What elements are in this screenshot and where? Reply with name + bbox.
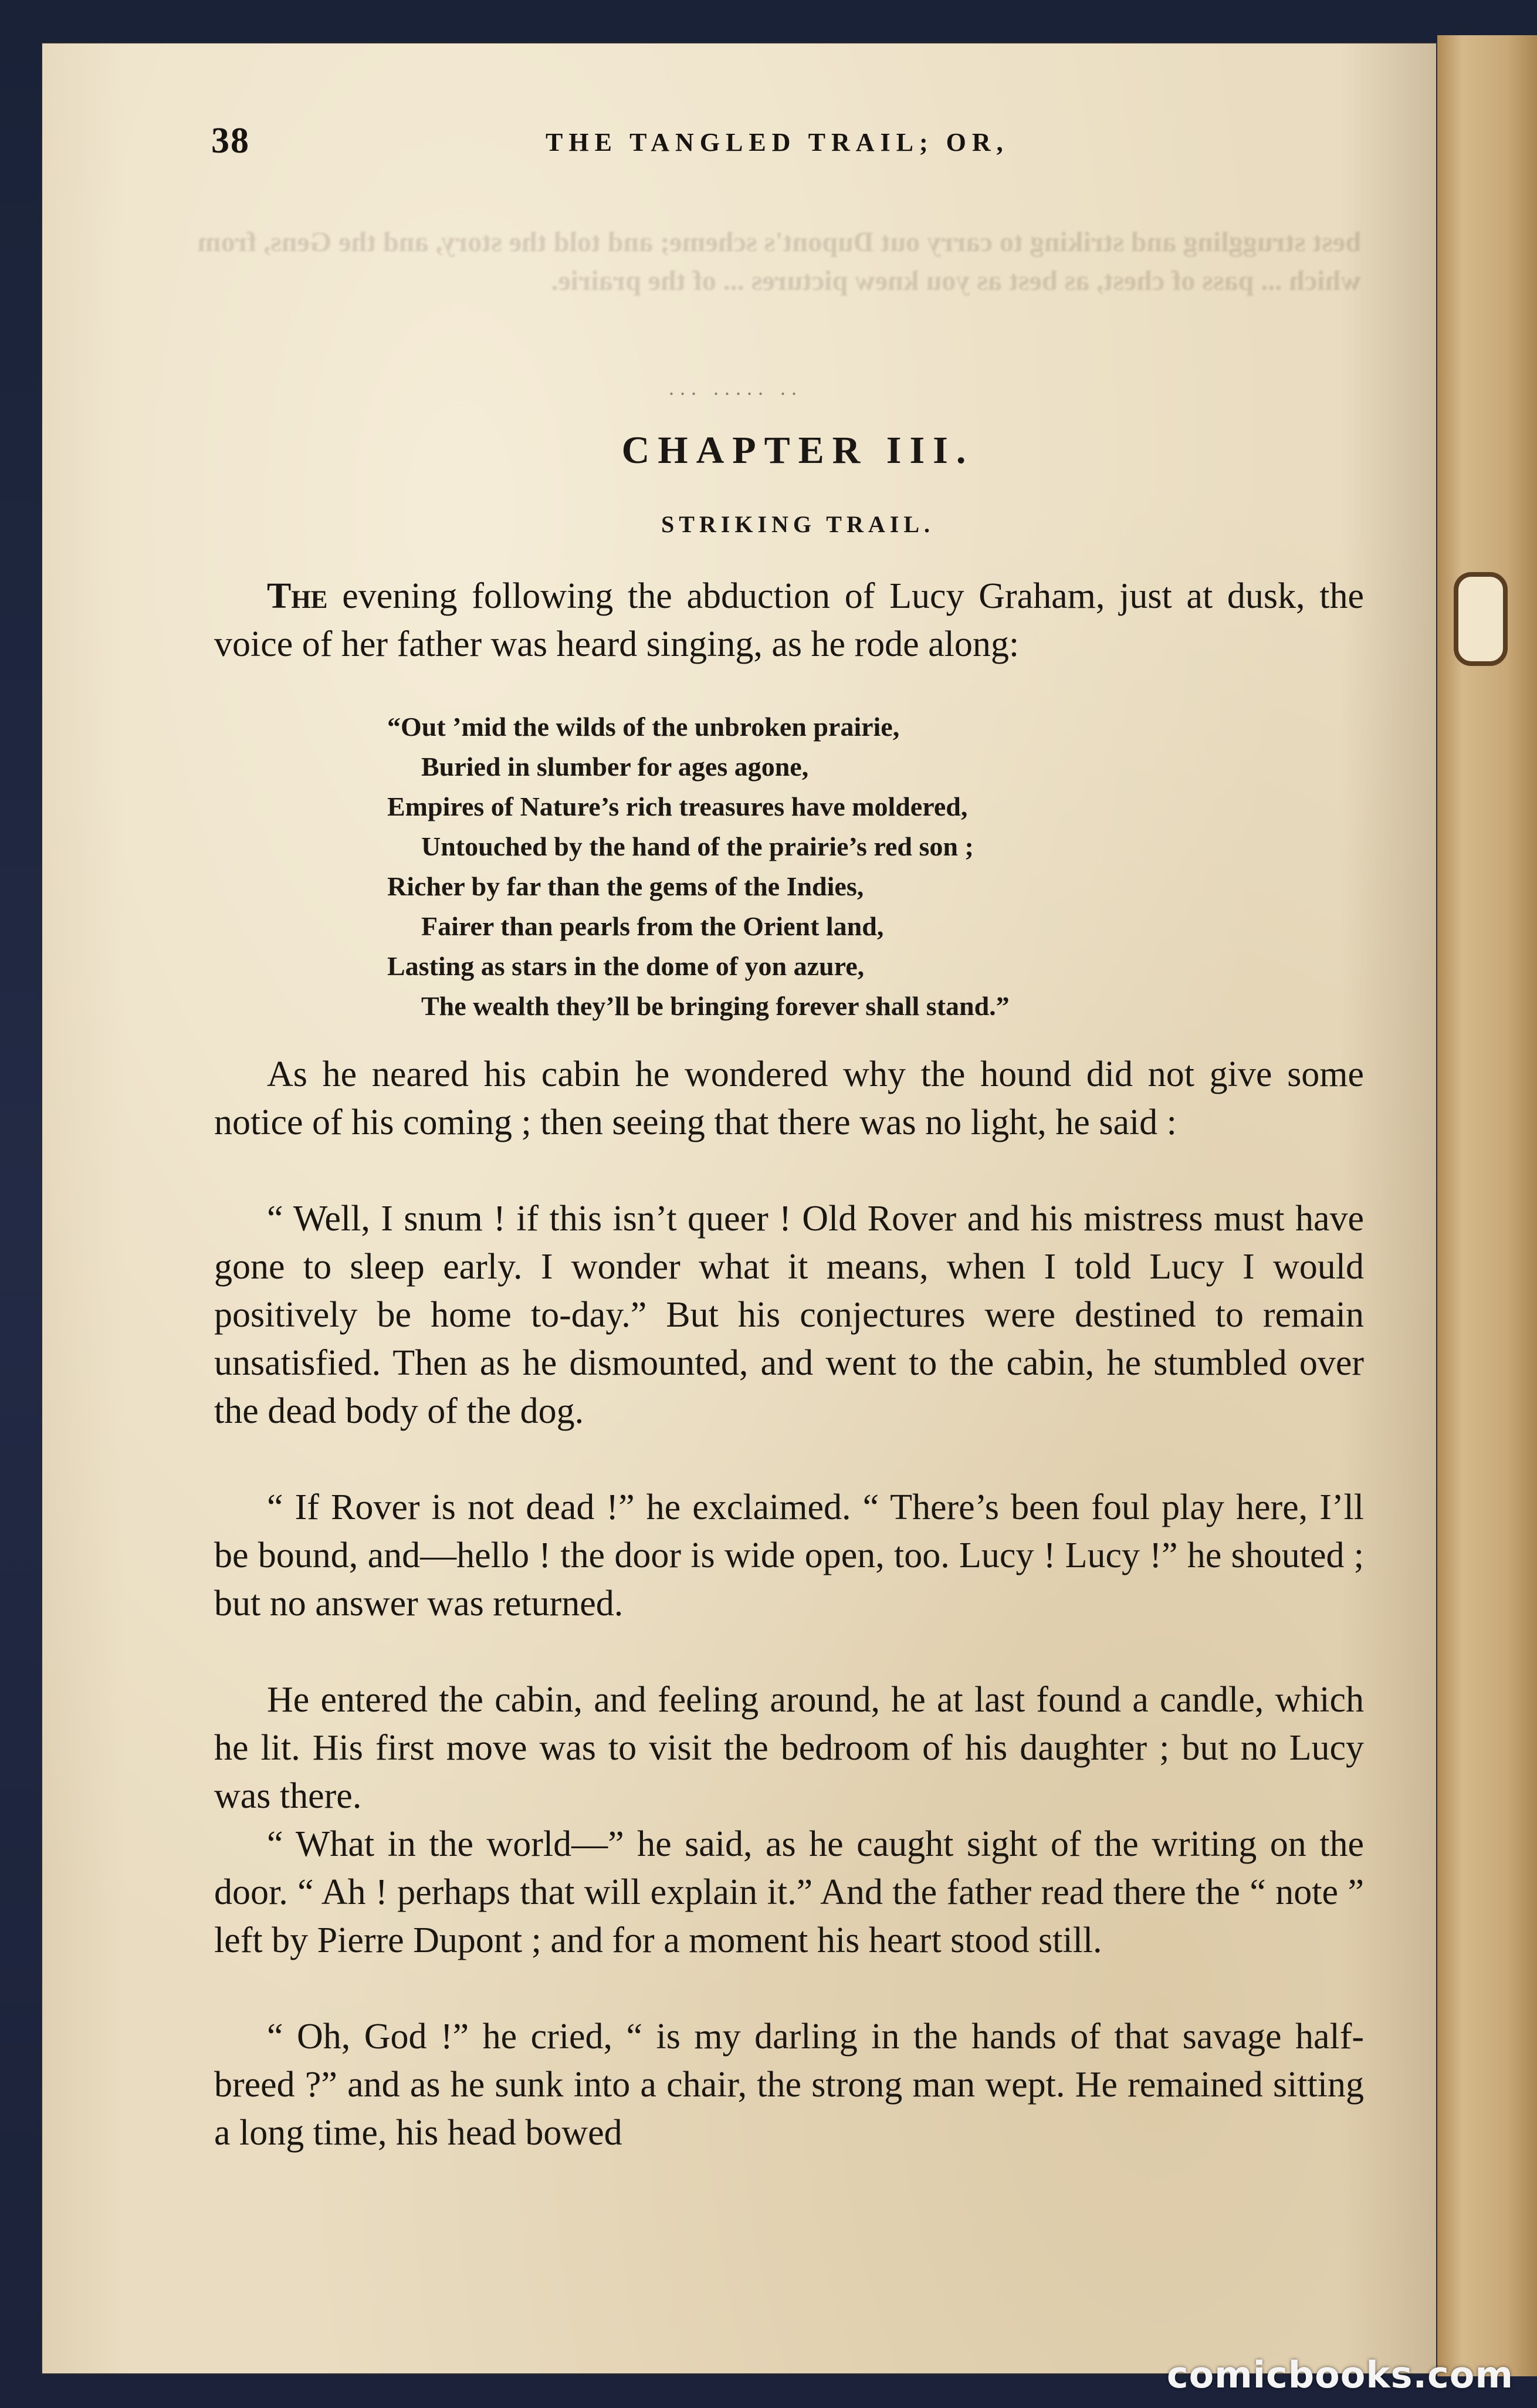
running-head xyxy=(211,120,1355,167)
paragraph: “ Well, I snum ! if this isn’t queer ! Old Rover and his mistress must have gone to sleep early. I wonder what it means, when I told Lucy I would positively be home to-day.” But his conjectures were destined to remain unsatisfied. Then as he dismounted, and went to the cabin, he stumbled over the dead body of the dog. xyxy=(214,1199,1364,1431)
chapter-subtitle: STRIKING TRAIL. xyxy=(661,511,935,537)
paragraph: “ Oh, God !” he cried, “ is my darling in the hands of that savage half-breed ?” and as he sunk into a chair, the strong man wept. He remained sitting a long time, his head bowed xyxy=(214,2017,1364,2153)
poem-line: Buried in slumber for ages agone, xyxy=(421,752,809,782)
poem-line: Richer by far than the gems of the Indies, xyxy=(387,871,864,901)
opening-paragraph-text: evening following the abduction of Lucy Graham, just at dusk, the voice of her father was heard singing, as he rode along: xyxy=(214,576,1365,664)
running-title: THE TANGLED TRAIL; OR, xyxy=(546,128,1009,157)
bleed-through-text: best struggling and striking to carry out Dupont's scheme; and told the story, and the Gens, from which ... pass of chest, as best as you knew pictures ... of the prairie. xyxy=(197,226,1361,296)
poem xyxy=(387,707,1302,1026)
poem-line: Empires of Nature’s rich treasures have moldered, xyxy=(387,792,968,821)
page-number: 38 xyxy=(211,121,250,161)
poem-line: The wealth they’ll be bringing forever shall stand.” xyxy=(421,991,1010,1021)
poem-line: Untouched by the hand of the prairie’s red son ; xyxy=(421,831,974,861)
page-tab xyxy=(1454,572,1508,666)
ornament: ... ..... .. xyxy=(669,376,803,400)
poem-line: Fairer than pearls from the Orient land, xyxy=(421,911,884,941)
poem-line: Lasting as stars in the dome of yon azure, xyxy=(387,951,865,981)
chapter-title: CHAPTER III. xyxy=(621,429,974,472)
paragraph: “ If Rover is not dead !” he exclaimed. “ There’s been foul play here, I’ll be bound, and—hello ! the door is wide open, too. Lucy ! Lucy !” he shouted ; but no answer was returned. xyxy=(214,1487,1364,1624)
opening-paragraph xyxy=(214,572,1364,668)
paragraph: “ What in the world—” he said, as he caught sight of the writing on the door. “ Ah ! perhaps that will explain it.” And the father read there the “ note ” left by Pierre Dupont ; and for a moment his heart stood still. xyxy=(214,1824,1364,1960)
poem-line: “Out ’mid the wilds of the unbroken prairie, xyxy=(387,712,900,742)
next-page-edge xyxy=(1437,35,1537,2376)
paragraph: He entered the cabin, and feeling around, he at last found a candle, which he lit. His first move was to visit the bedroom of his daughter ; but no Lucy was there. xyxy=(214,1680,1364,1816)
opening-first-word: The xyxy=(267,576,328,616)
paragraph: As he neared his cabin he wondered why the hound did not give some notice of his coming ; then seeing that there was no light, he said : xyxy=(214,1054,1364,1142)
watermark: comicbooks.com xyxy=(1166,2353,1514,2396)
